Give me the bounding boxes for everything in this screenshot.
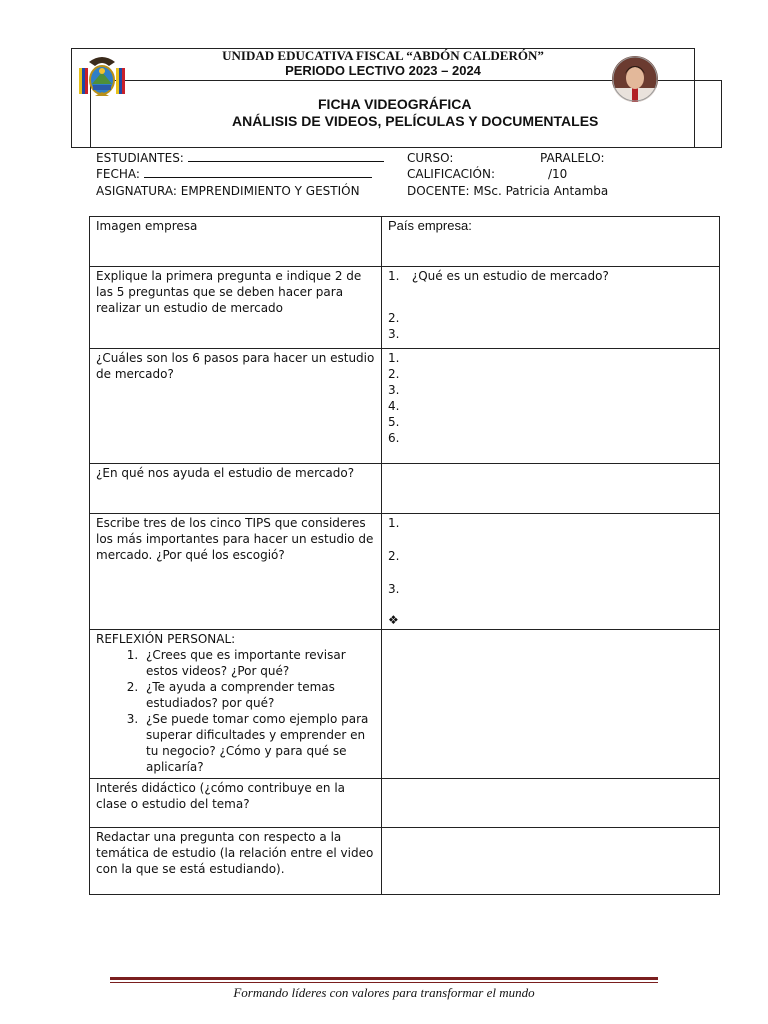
date-blank[interactable] (144, 166, 372, 178)
question-write-question: Redactar una pregunta con respecto a la temática de estudio (la relación entre el video con la que se está estudiando). (90, 828, 382, 895)
answer-reflection[interactable] (382, 630, 720, 779)
question-six-steps: ¿Cuáles son los 6 pasos para hacer un estudio de mercado? (90, 349, 382, 464)
date-label: FECHA: (96, 167, 140, 181)
question-how-helps: ¿En qué nos ayuda el estudio de mercado? (90, 464, 382, 514)
diamond-bullet-icon: ❖ (388, 613, 399, 627)
subject-label: ASIGNATURA: EMPRENDIMIENTO Y GESTIÓN (96, 184, 360, 198)
students-label: ESTUDIANTES: (96, 151, 184, 165)
table-row (90, 779, 720, 828)
reflection-list (96, 647, 375, 775)
list-item: 1. (388, 516, 400, 530)
page-title: FICHA VIDEOGRÁFICA (318, 96, 472, 112)
list-item: 3. (388, 327, 400, 341)
list-item: 3. ¿Se puede tomar como ejemplo para superar dificultades y emprender en tu negocio? ¿Cómo y para qué se aplicaría? (142, 711, 375, 775)
answer-how-helps[interactable] (382, 464, 720, 514)
list-item: 2. (388, 367, 400, 381)
list-item: 2. (388, 549, 400, 563)
analysis-table (89, 216, 720, 895)
table-row (90, 349, 720, 464)
list-item: 3. (388, 582, 400, 596)
students-field[interactable] (96, 150, 384, 166)
answer-didactic-interest[interactable] (382, 779, 720, 828)
school-name: UNIDAD EDUCATIVA FISCAL “ABDÓN CALDERÓN” (222, 48, 544, 63)
section-label: PARALELO: (540, 151, 605, 165)
students-blank[interactable] (188, 150, 384, 162)
course-label: CURSO: (407, 151, 454, 165)
school-period: PERIODO LECTIVO 2023 – 2024 (285, 63, 481, 78)
table-row (90, 630, 720, 779)
company-country-label[interactable]: País empresa: (382, 217, 720, 267)
grade-label: CALIFICACIÓN: (407, 167, 496, 181)
answer-write-question[interactable] (382, 828, 720, 895)
table-row (90, 828, 720, 895)
date-field[interactable] (96, 166, 372, 182)
question-didactic-interest: Interés didáctico (¿cómo contribuye en la clase o estudio del tema? (90, 779, 382, 828)
list-item: 4. (388, 399, 400, 413)
table-row (90, 464, 720, 514)
table-row (90, 514, 720, 630)
company-image-label: Imagen empresa (90, 217, 382, 267)
teacher-label: DOCENTE: MSc. Patricia Antamba (407, 184, 609, 198)
footer-divider-thin (110, 982, 658, 983)
page-subtitle: ANÁLISIS DE VIDEOS, PELÍCULAS Y DOCUMENTALES (232, 113, 599, 129)
footer-motto: Formando líderes con valores para transformar el mundo (233, 985, 535, 1000)
list-item: 2. ¿Te ayuda a comprender temas estudiados? por qué? (142, 679, 375, 711)
table-row (90, 217, 720, 267)
list-item: 6. (388, 431, 400, 445)
list-item: 5. (388, 415, 400, 429)
list-item: 1. (388, 351, 400, 365)
reflection-heading: REFLEXIÓN PERSONAL: (96, 632, 236, 646)
answer-six-steps[interactable] (382, 349, 720, 464)
list-item: 1. ¿Crees que es importante revisar estos videos? ¿Por qué? (142, 647, 375, 679)
list-item: 1. ¿Qué es un estudio de mercado? (388, 269, 609, 283)
question-market-study: Explique la primera pregunta e indique 2 de las 5 preguntas que se deben hacer para realizar un estudio de mercado (90, 267, 382, 349)
answer-market-study[interactable] (382, 267, 720, 349)
personal-reflection (90, 630, 382, 779)
list-item: 2. (388, 311, 400, 325)
table-row (90, 267, 720, 349)
grade-value: /10 (548, 167, 568, 181)
question-tips: Escribe tres de los cinco TIPS que consideres los más importantes para hacer un estudio de mercado. ¿Por qué los escogió? (90, 514, 382, 630)
answer-tips[interactable] (382, 514, 720, 630)
footer-divider (110, 977, 658, 980)
list-item: 3. (388, 383, 400, 397)
